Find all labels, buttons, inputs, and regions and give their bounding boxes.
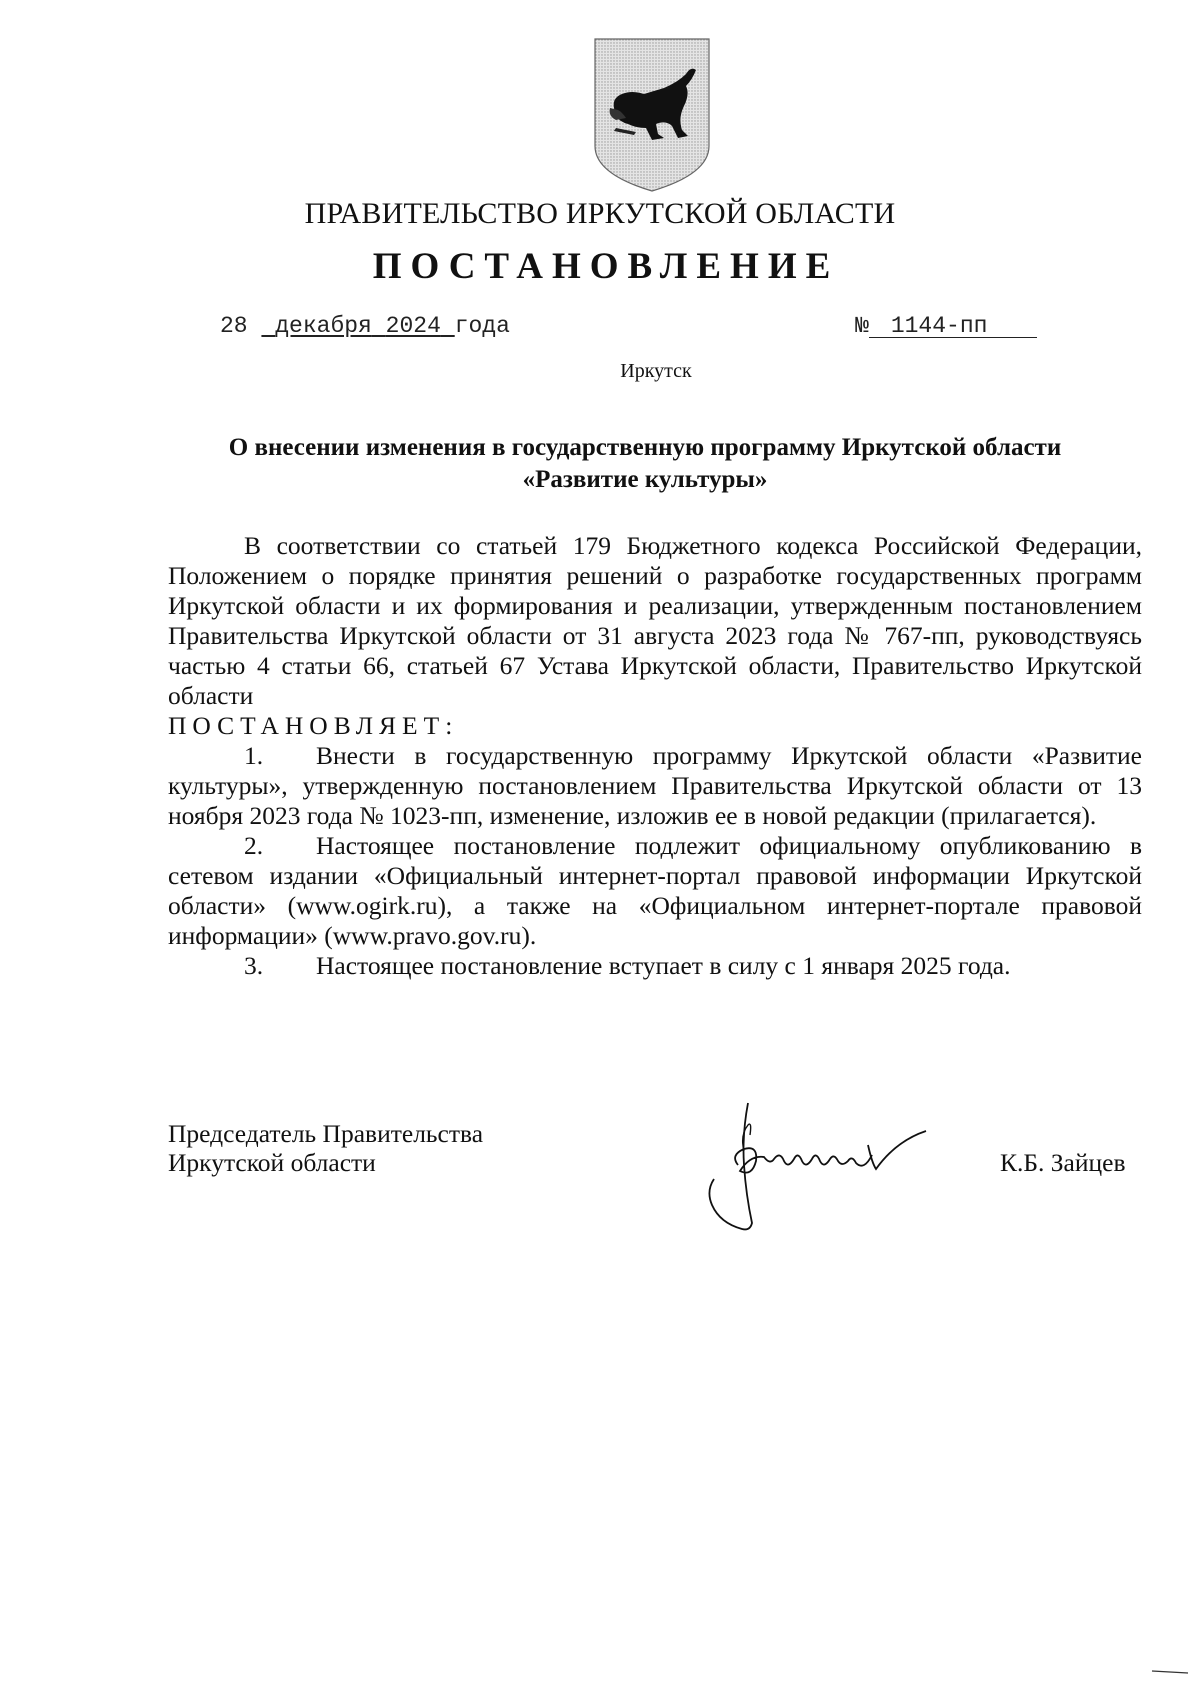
document-number bbox=[855, 313, 1037, 339]
signatory-title-line-1: Председатель Правительства bbox=[168, 1119, 484, 1148]
subject-line-2: «Развитие культуры» bbox=[522, 466, 768, 493]
document-body bbox=[168, 531, 1142, 981]
document-type: ПОСТАНОВЛЕНИЕ bbox=[372, 246, 840, 287]
item-text: Внести в государственную программу Иркутской области «Развитие культуры», утвержденную постановлением Правительства Иркутской области от 13 ноября 2023 года № 1023-пп, изменение, изложив ее в новой редакции (прилагается). bbox=[168, 741, 1142, 830]
organization-name: ПРАВИТЕЛЬСТВО ИРКУТСКОЙ ОБЛАСТИ bbox=[304, 197, 896, 230]
handwritten-signature bbox=[700, 1095, 965, 1235]
decree-word: ПОСТАНОВЛЯЕТ: bbox=[168, 711, 459, 740]
signer-name: К.Б. Зайцев bbox=[1000, 1148, 1126, 1177]
list-item bbox=[168, 831, 1142, 951]
item-text: Настоящее постановление вступает в силу с 1 января 2025 года. bbox=[316, 951, 1011, 980]
scan-artifact bbox=[1150, 1668, 1190, 1676]
item-number: 2. bbox=[244, 831, 264, 860]
document-date bbox=[220, 313, 510, 339]
signatory-title bbox=[168, 1119, 483, 1177]
coat-of-arms-emblem bbox=[592, 36, 712, 194]
date-suffix: года bbox=[454, 313, 510, 339]
preamble-paragraph: В соответствии со статьей 179 Бюджетного кодекса Российской Федерации, Положением о порядке принятия решений о разработке государственных программ Иркутской области и их формирования и реализации, утвержденным постановлением Правительства Иркутской области от 31 августа 2023 года № 767-пп, руководствуясь частью 4 статьи 66, статьей 67 Устава Иркутской области, Правительство Иркутской области bbox=[168, 531, 1142, 710]
number-sign: № bbox=[855, 313, 869, 339]
list-item bbox=[168, 741, 1142, 831]
number-value: 1144-пп bbox=[869, 315, 1037, 338]
date-year: 2024 bbox=[385, 313, 441, 339]
date-month-year bbox=[261, 313, 454, 339]
document-city: Иркутск bbox=[620, 360, 692, 382]
item-text: Настоящее постановление подлежит официальному опубликованию в сетевом издании «Официальный интернет-портал правовой информации Иркутской области» (www.ogirk.ru), а также на «Официальном интернет-портале правовой информации» (www.pravo.gov.ru). bbox=[168, 831, 1142, 950]
document-subject bbox=[150, 432, 1140, 496]
item-number: 3. bbox=[244, 951, 264, 980]
date-month: декабря bbox=[275, 313, 372, 339]
date-day: 28 bbox=[220, 313, 248, 339]
item-number: 1. bbox=[244, 741, 264, 770]
subject-line-1: О внесении изменения в государственную программу Иркутской области bbox=[228, 434, 1062, 461]
list-item bbox=[168, 951, 1142, 981]
signatory-title-line-2: Иркутской области bbox=[168, 1148, 376, 1177]
